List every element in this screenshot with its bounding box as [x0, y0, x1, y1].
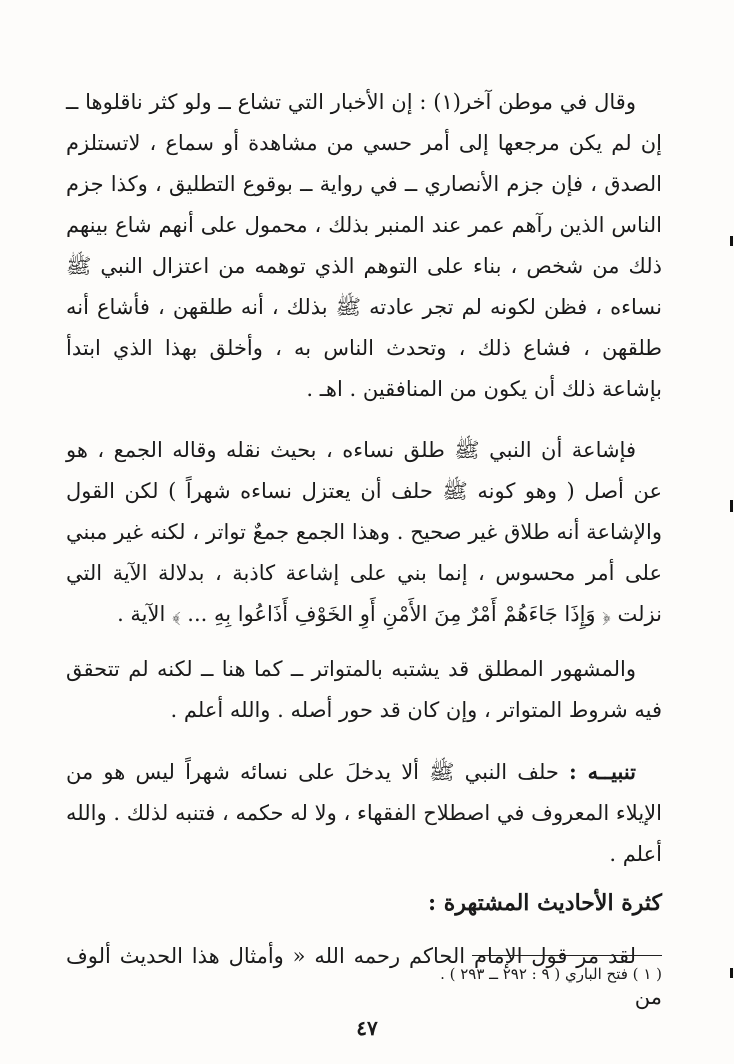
paragraph-quote: وقال في موطن آخر(١) : إن الأخبار التي تشاع ــ ولو كثر ناقلوها ــ إن لم يكن مرجعها إلى أمر حسي من مشاهدة أو سماع ، لاتستلزم الصدق ، فإن جزم الأنصاري ــ في رواية ــ بوقوع التطليق ، وكذا جزم الناس الذين رآهم عمر عند المنبر بذلك ، محمول على أنهم شاع بينهم ذلك من شخص ، بناء على التوهم الذي توهمه من اعتزال النبي ﷺ نساءه ، فظن لكونه لم تجر عادته ﷺ بذلك ، أنه طلقهن ، فأشاع أنه طلقهن ، فشاع ذلك ، وتحدث الناس به ، وأخلق بهذا الذي ابتدأ بإشاعة ذلك أن يكون من المنافقين . اهـ . — [66, 90, 662, 401]
note-paragraph — [66, 751, 662, 875]
paragraph-closing: لقد مر قول الإمام الحاكم رحمه الله « وأمثال هذا الحديث ألوف من — [66, 944, 662, 1009]
footnote: ( ١ ) فتح الباري ( ٩ : ٢٩٢ ــ ٢٩٣ ) . — [440, 965, 662, 983]
main-text — [66, 82, 662, 1018]
footnote-divider — [472, 955, 662, 956]
page-number: ٤٧ — [356, 1016, 378, 1040]
scan-edge-mark — [730, 500, 733, 512]
scan-edge-mark — [730, 968, 733, 978]
section-heading: كثرة الأحاديث المشتهرة : — [428, 890, 662, 916]
paragraph-analysis: فإشاعة أن النبي ﷺ طلق نساءه ، بحيث نقله وقاله الجمع ، هو عن أصل ( وهو كونه ﷺ حلف أن يعتزل نساءه شهراً ) لكن القول والإشاعة أنه طلاق غير صحيح . وهذا الجمع جمعٌ تواتر ، لكنه غير مبني على أمر محسوس ، إنما بني على إشاعة كاذبة ، بدلالة الآية التي نزلت ﴿ وَإِذَا جَاءَهُمْ أَمْرٌ مِنَ الأَمْنِ أَوِ الخَوْفِ أَذَاعُوا بِهِ ... ﴾ الآية . — [66, 438, 662, 626]
scan-edge-mark — [730, 236, 733, 246]
paragraph-mashhur: والمشهور المطلق قد يشتبه بالمتواتر ــ كما هنا ــ لكنه لم تتحقق فيه شروط المتواتر ، وإن كان قد حور أصله . والله أعلم . — [66, 657, 662, 722]
note-text: حلف النبي ﷺ ألا يدخلَ على نسائه شهراً ليس هو من الإيلاء المعروف في اصطلاح الفقهاء ، ولا له حكمه ، فتنبه لذلك . والله أعلم . — [66, 760, 662, 866]
note-label: تنبيــه : — [569, 759, 636, 784]
